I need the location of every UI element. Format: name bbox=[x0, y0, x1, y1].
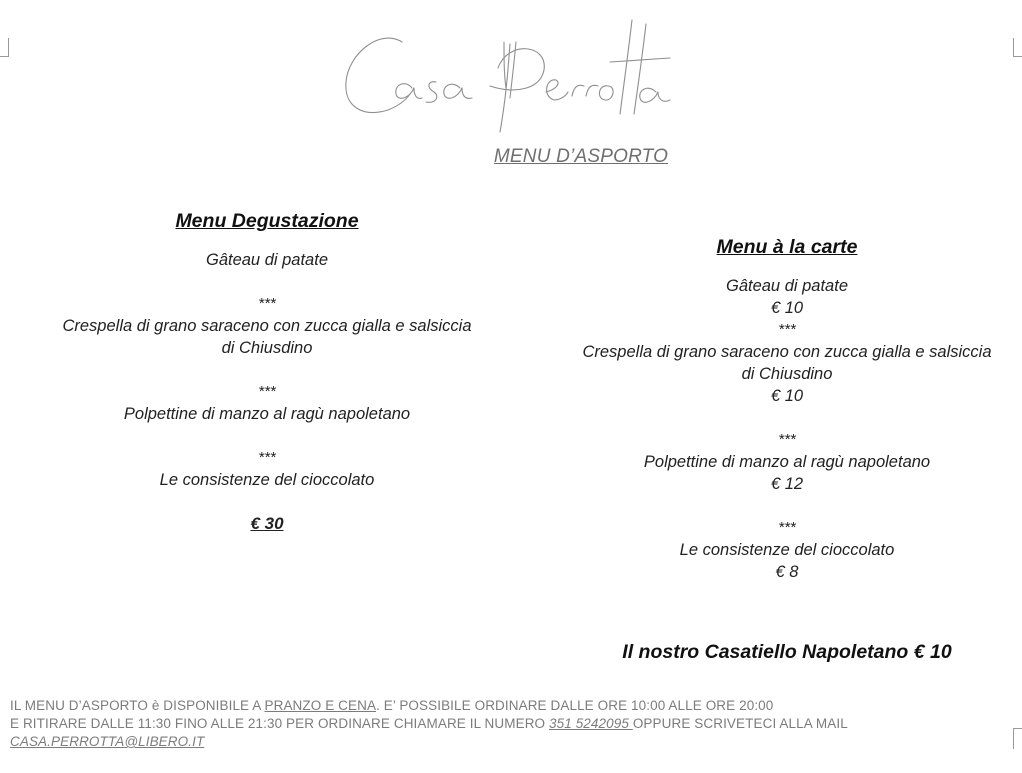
degustazione-separator-2: *** bbox=[258, 383, 276, 400]
footer-line-3 bbox=[10, 733, 1010, 751]
degustazione-separator-1: *** bbox=[258, 295, 276, 312]
carte-item-4-name: Le consistenze del cioccolato bbox=[679, 541, 895, 559]
carte-separator-3: *** bbox=[778, 519, 796, 536]
carte-item-1-price: € 10 bbox=[770, 299, 804, 317]
degustazione-item-3: Polpettine di manzo al ragù napoletano bbox=[123, 405, 411, 423]
crop-mark-top-right bbox=[1013, 38, 1022, 57]
degustazione-title: Menu Degustazione bbox=[175, 210, 359, 232]
carte-item-4-price: € 8 bbox=[775, 563, 799, 581]
menu-a-la-carte bbox=[552, 236, 1022, 583]
footer-info bbox=[10, 697, 1010, 751]
carte-separator-2: *** bbox=[778, 431, 796, 448]
footer-l2-text-b: OPPURE SCRIVETECI ALLA MAIL bbox=[632, 716, 848, 731]
page-subtitle: MENU D’ASPORTO bbox=[493, 146, 669, 167]
carte-item-1-name: Gâteau di patate bbox=[725, 277, 848, 295]
footer-line-1 bbox=[10, 697, 1010, 715]
crop-mark-top-left bbox=[0, 38, 9, 57]
footer-l1-text-a: IL MENU D’ASPORTO è DISPONIBILE A bbox=[10, 698, 265, 713]
degustazione-price: € 30 bbox=[250, 514, 284, 533]
footer-l2-text-a: E RITIRARE DALLE 11:30 FINO ALLE 21:30 PER ORDINARE CHIAMARE IL NUMERO bbox=[10, 716, 550, 731]
footer-email-link[interactable]: CASA.PERROTTA@LIBERO.IT bbox=[10, 734, 205, 749]
footer-service-times: PRANZO E CENA bbox=[264, 698, 377, 713]
brand-logo bbox=[340, 14, 680, 134]
carte-title: Menu à la carte bbox=[716, 236, 858, 258]
footer-line-2 bbox=[10, 715, 1010, 733]
carte-item-2-price: € 10 bbox=[770, 387, 804, 405]
footer-phone-link[interactable]: 351 5242095 bbox=[549, 716, 633, 731]
special-offer: Il nostro Casatiello Napoletano € 10 bbox=[622, 641, 952, 663]
carte-item-2-name-line-1: Crespella di grano saraceno con zucca gialla e salsiccia bbox=[582, 343, 992, 361]
carte-item-3-name: Polpettine di manzo al ragù napoletano bbox=[643, 453, 931, 471]
degustazione-item-4: Le consistenze del cioccolato bbox=[159, 471, 375, 489]
degustazione-item-2-line-2: di Chiusdino bbox=[221, 339, 313, 357]
carte-item-3-price: € 12 bbox=[770, 475, 804, 493]
carte-separator-1: *** bbox=[778, 321, 796, 338]
menu-degustazione bbox=[30, 210, 504, 535]
carte-item-2-name-line-2: di Chiusdino bbox=[741, 365, 833, 383]
degustazione-item-1: Gâteau di patate bbox=[205, 251, 328, 269]
degustazione-separator-3: *** bbox=[258, 449, 276, 466]
footer-l1-text-b: . E’ POSSIBILE ORDINARE DALLE ORE 10:00 ALLE ORE 20:00 bbox=[376, 698, 774, 713]
degustazione-item-2-line-1: Crespella di grano saraceno con zucca gialla e salsiccia bbox=[62, 317, 472, 335]
crop-mark-bottom-right bbox=[1013, 728, 1022, 749]
